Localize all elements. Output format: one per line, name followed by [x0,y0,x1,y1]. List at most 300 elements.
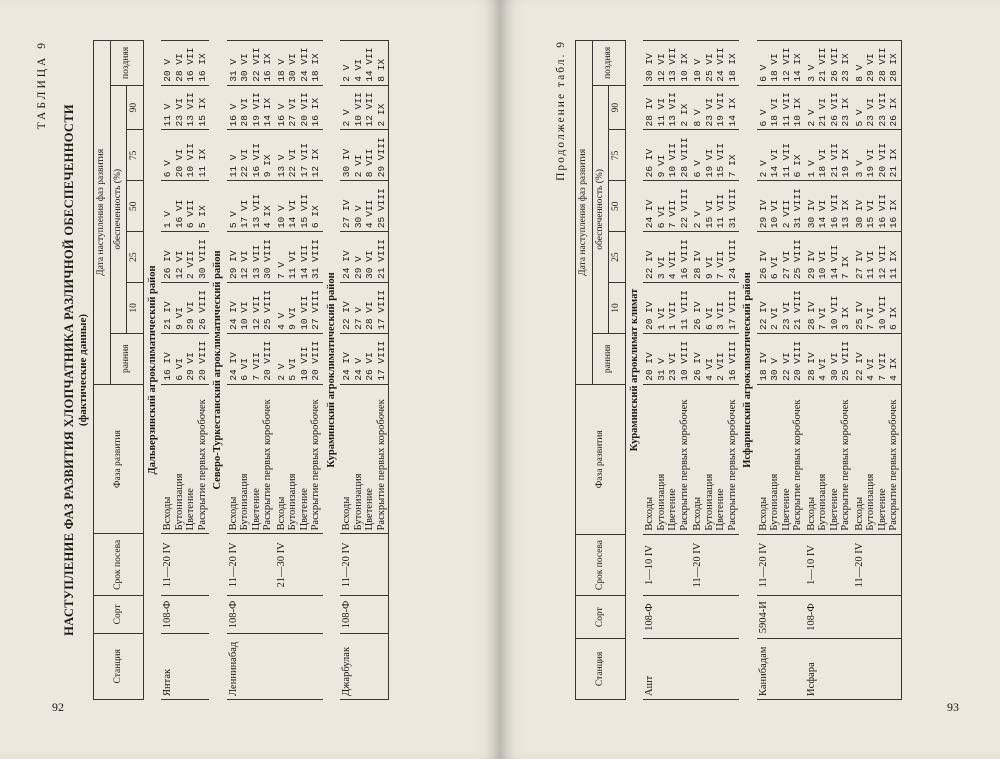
date-value: 26 IV [644,148,655,178]
date-value: 10 VII [667,143,678,178]
date-value: 14 VII [298,244,310,279]
date-value: 11 VII [780,92,792,127]
date-value: 17 VIII [375,340,387,381]
date-value: 28 VIII [678,137,690,178]
date-cell [805,283,853,334]
date-value: 7 IX [726,154,738,178]
date-value: 13 VII [667,92,678,127]
date-value: 29 IV [805,250,817,280]
date-value: 16 VII [250,143,262,178]
date-value: 10 V [692,58,703,82]
date-value: 23 IX [840,97,851,127]
sowing-cell: 11—20 IV [853,534,902,596]
header-col-10: 10 [127,282,144,333]
date-value: 16 VII [876,193,888,229]
date-value: 6 IX [310,205,321,229]
date-value: 22 VI [287,148,298,178]
date-cell [805,41,853,86]
date-value: 21 IV [162,301,173,330]
date-value: 25 VI [703,53,715,82]
phase-name: Всходы [757,496,769,531]
table-row [643,41,691,700]
section-row [739,41,757,700]
date-value: 18 VI [769,53,780,82]
date-value: 7 VI [865,307,876,330]
date-value: 20 VII [298,92,310,127]
date-value: 23 VII [876,92,888,127]
date-value: 28 VI [173,53,185,82]
date-value: 24 IV [227,352,239,381]
date-value: 13 V [275,154,287,178]
date-cell [227,232,275,283]
date-value: 7 VII [715,250,726,280]
date-value: 24 VII [298,47,310,82]
date-value: 12 IX [310,148,321,178]
date-cell [643,283,691,334]
date-value: 6 VI [173,357,185,381]
phase-cell [757,384,805,534]
phase-name: Бутонизация [287,473,298,531]
date-value: 30 VI [828,352,840,381]
phase-name: Всходы [341,496,352,531]
date-value: 3 V [805,64,817,82]
phase-name: Цветение [250,488,262,531]
date-value: 28 IX [888,53,899,82]
date-value: 12 VI [239,250,250,279]
date-value: 30 VI [364,250,375,279]
date-value: 6 V [757,109,769,127]
header-variety: Сорт [94,596,144,633]
date-value: 16 V [227,103,239,127]
date-cell [227,85,275,130]
date-value: 10 VII [298,346,310,381]
variety-cell: 5904-И [757,596,805,638]
date-value: 4 VI [865,358,876,381]
date-value: 24 IV [644,199,655,229]
table-subtitle: (фактические данные) [77,313,89,427]
date-value: 4 IX [888,358,899,381]
date-value: 10 VII [185,143,196,178]
date-value: 24 IV [227,301,239,330]
date-value: 27 IV [853,250,865,280]
date-value: 21 VII [817,47,828,82]
date-cell [161,181,209,232]
station-cell: Леннинабад [227,633,275,699]
header-col-25: 25 [127,232,144,283]
date-value: 3 V [853,160,865,178]
header-station: Станция [576,638,626,699]
header-sowing: Срок посева [94,534,144,596]
date-value: 17 VIII [726,290,738,330]
phase-name: Всходы [227,496,239,531]
date-value: 31 V [655,358,667,381]
table-row [340,41,389,700]
date-value: 7 VI [817,307,828,330]
date-value: 23 VI [780,301,792,330]
date-cell [227,282,275,333]
date-value: 9 VI [173,307,185,330]
date-value: 10 VII [298,295,310,330]
table-row [853,41,902,700]
date-value: 23 VI [667,352,678,381]
left-rotated-table [36,40,500,700]
date-value: 15 IX [196,97,208,127]
phase-table-continued [575,40,902,700]
header-col-10: 10 [609,283,626,334]
date-value: 28 VI [364,301,375,330]
sowing-cell: 1—10 IV [643,534,691,596]
phase-name: Раскрытие первых коробочек [888,399,899,531]
date-value: 10 VII [352,92,364,127]
date-value: 10 VI [817,250,828,280]
date-cell [643,130,691,181]
date-value: 7 VII [667,199,678,229]
variety-cell: 108-Ф [340,596,389,633]
date-value: 18 IV [757,352,769,381]
date-value: 15 VII [715,143,726,178]
header-col-50: 50 [609,181,626,232]
date-value: 2 IX [678,103,690,127]
phase-cell [340,384,389,534]
sowing-cell: 11—20 IV [757,534,805,596]
right-rotated-table [555,40,995,700]
variety-cell [691,596,739,638]
date-value: 21 IX [888,148,899,178]
date-cell [340,85,389,130]
sowing-cell: 11—20 IV [691,534,739,596]
date-cell [340,181,389,232]
date-value: 8 VII [364,148,375,178]
date-cell [275,85,323,130]
table-title: НАСТУПЛЕНИЕ ФАЗ РАЗВИТИЯ ХЛОПЧАТНИКА РАЗЛИЧНОЙ ОБЕСПЕЧЕННОСТИ [62,104,76,636]
date-value: 5 V [853,109,865,127]
date-value: 4 VI [817,358,828,381]
date-cell [805,232,853,283]
date-value: 26 VII [828,47,840,82]
date-cell [643,41,691,86]
date-value: 23 VI [865,97,876,127]
date-cell [757,232,805,283]
date-cell [853,181,902,232]
date-value: 11 V [162,103,173,127]
date-value: 24 VII [715,47,726,82]
page-number: 92 [52,700,64,714]
date-value: 12 VII [780,47,792,82]
phase-name: Раскрытие первых коробочек [196,399,208,531]
date-value: 5 VI [287,357,298,381]
date-value: 27 VIII [310,289,321,330]
date-value: 26 IV [162,250,173,279]
date-cell [161,333,209,384]
table-row [757,41,805,700]
phase-name: Бутонизация [817,473,828,531]
phase-name: Бутонизация [769,473,780,531]
date-cell [643,85,691,130]
variety-cell: 108-Ф [805,596,853,638]
header-late: поздняя [592,41,625,86]
phase-name: Цветение [298,488,310,531]
date-value: 6 VI [769,256,780,280]
date-value: 26 VII [828,92,840,127]
date-value: 9 VI [655,154,667,178]
header-col-90: 90 [609,85,626,130]
date-value: 2 VII [780,199,792,229]
date-value: 18 VI [769,97,780,127]
date-value: 28 VII [876,47,888,82]
date-cell [691,333,739,384]
date-value: 26 VIII [196,289,208,330]
date-value: 2 V [275,363,287,381]
date-value: 29 VI [185,352,196,381]
phase-name: Цветение [715,488,726,531]
date-value: 2 V [805,109,817,127]
header-variety: Сорт [576,596,626,638]
phase-name: Раскрытие первых коробочек [262,399,273,531]
date-value: 16 IV [162,352,173,381]
date-value: 29 V [352,256,364,279]
right-page [500,0,1000,759]
date-value: 16 VII [185,47,196,82]
phase-name: Раскрытие первых коробочек [375,399,387,531]
date-cell [340,41,389,86]
phase-cell [227,384,275,534]
date-value: 12 VII [250,295,262,330]
date-value: 10 VII [876,295,888,330]
date-value: 22 VI [780,352,792,381]
date-value: 22 IV [644,250,655,280]
date-value: 25 VIII [262,289,273,330]
phase-name: Всходы [853,496,865,531]
date-value: 14 VI [817,199,828,229]
table-row [691,41,739,700]
date-value: 22 IV [853,352,865,381]
date-value: 9 VI [287,307,298,330]
phase-table [93,40,389,700]
date-cell [161,232,209,283]
date-value: 25 VIII [792,239,803,280]
header-probability: обеспеченность (%) [110,85,127,333]
table-row [227,41,275,700]
date-value: 7 VII [876,352,888,381]
date-cell [275,130,323,181]
date-value: 6 V [757,64,769,82]
date-cell [853,333,902,384]
date-value: 9 VI [703,256,715,280]
station-cell: Канибадам [757,638,805,699]
date-value: 6 VI [655,205,667,229]
date-value: 26 VI [364,352,375,381]
header-date-group: Дата наступления фаз развития [576,41,593,385]
date-cell [340,333,389,384]
date-value: 24 VIII [726,239,738,280]
date-value: 20 VIII [262,340,273,381]
date-value: 19 VII [250,92,262,127]
date-value: 16 VI [173,199,185,229]
date-value: 24 V [352,357,364,381]
phase-name: Всходы [805,496,817,531]
date-value: 14 VI [769,148,780,178]
date-value: 21 VI [817,97,828,127]
date-cell [643,181,691,232]
date-value: 21 VIII [375,239,387,279]
date-value: 4 VII [667,250,678,280]
date-cell [275,232,323,283]
date-value: 6 IX [792,154,803,178]
phase-name: Всходы [275,496,287,531]
date-value: 16 IX [310,97,321,127]
date-value: 24 IV [341,352,352,381]
date-value: 26 IX [888,97,899,127]
phase-cell [161,384,209,534]
date-cell [340,232,389,283]
date-cell [853,130,902,181]
date-value: 11 V [227,154,239,178]
date-cell [643,232,691,283]
section-title: Кураминский агроклиматический район [325,272,337,468]
phase-cell [691,384,739,534]
date-value: 29 IV [757,199,769,229]
date-value: 4 IX [262,205,273,229]
date-value: 18 IX [310,53,321,82]
date-value: 28 IV [644,97,655,127]
section-row [323,41,341,700]
date-value: 14 VII [364,47,375,82]
header-early: ранния [110,333,143,384]
date-value: 11 VI [865,250,876,280]
date-value: 27 VI [287,97,298,127]
date-cell [161,130,209,181]
table-row [161,41,209,700]
date-cell [227,181,275,232]
date-value: 11 IX [888,250,899,280]
date-value: 13 VII [185,92,196,127]
date-value: 27 IV [341,199,352,229]
date-cell [757,85,805,130]
date-value: 16 IX [888,199,899,229]
date-value: 4 VI [703,358,715,381]
station-cell: Ашт [643,638,691,699]
date-value: 20 VII [876,143,888,178]
date-value: 18 IX [726,53,738,82]
date-cell [805,85,853,130]
date-value: 22 VIII [678,188,690,229]
phase-name: Раскрытие первых коробочек [310,399,321,531]
phase-cell [853,384,902,534]
phase-name: Бутонизация [239,473,250,531]
header-col-25: 25 [609,232,626,283]
date-value: 6 V [162,160,173,178]
date-cell [853,232,902,283]
date-value: 29 VI [865,53,876,82]
date-value: 4 VII [364,199,375,229]
station-cell [853,638,902,699]
date-value: 2 IX [375,103,387,127]
date-value: 16 VII [828,193,840,229]
date-value: 31 VIII [310,239,321,279]
date-value: 3 IX [840,307,851,330]
date-value: 12 VII [876,244,888,280]
date-value: 26 IV [692,301,703,330]
header-date-group: Дата наступления фаз развития [94,41,111,385]
date-cell [643,333,691,384]
date-cell [275,282,323,333]
phase-cell [805,384,853,534]
date-value: 12 VI [173,250,185,279]
date-value: 6 V [692,160,703,178]
date-value: 15 VII [298,193,310,229]
phase-cell [275,384,323,534]
date-value: 25 VIII [840,340,851,381]
date-value: 30 V [352,205,364,229]
phase-name: Цветение [828,488,840,531]
date-value: 2 V [757,160,769,178]
date-value: 25 IV [853,301,865,330]
sowing-cell: 11—20 IV [161,534,209,596]
date-value: 21 VII [828,143,840,178]
date-cell [691,283,739,334]
station-cell: Исфара [805,638,853,699]
date-value: 8 V [692,109,703,127]
date-cell [805,181,853,232]
date-cell [227,333,275,384]
date-value: 20 V [162,58,173,82]
date-value: 2 VI [352,154,364,178]
sowing-cell: 11—20 IV [227,534,275,596]
variety-cell: 108-Ф [161,596,209,633]
phase-name: Всходы [162,496,173,531]
date-value: 1 V [162,211,173,229]
date-value: 19 VII [715,92,726,127]
date-value: 22 VII [250,47,262,82]
phase-name: Раскрытие первых коробочек [792,399,803,531]
date-value: 28 IV [692,250,703,280]
date-value: 3 VI [655,256,667,280]
date-value: 11 VI [655,97,667,127]
date-value: 7 V [275,261,287,279]
date-value: 7 IX [840,256,851,280]
date-value: 27 V [352,307,364,330]
date-value: 6 VI [239,357,250,381]
date-value: 29 VI [185,301,196,330]
date-value: 30 V [769,358,780,381]
date-cell [691,181,739,232]
date-cell [805,130,853,181]
date-value: 2 VII [715,352,726,381]
station-cell [275,633,323,699]
date-value: 14 IX [726,97,738,127]
variety-cell [853,596,902,638]
date-value: 11 VII [780,143,792,178]
date-value: 30 VIII [262,239,273,279]
date-value: 1 V [805,160,817,178]
date-value: 2 V [341,109,352,127]
date-value: 14 IX [792,53,803,82]
header-probability: обеспеченность (%) [592,85,609,333]
date-value: 4 VI [352,58,364,82]
sowing-cell: 11—20 IV [340,534,389,596]
header-col-75: 75 [127,130,144,181]
date-value: 1 VII [667,301,678,330]
date-cell [853,283,902,334]
date-value: 16 VIII [678,239,690,280]
date-value: 2 VI [769,307,780,330]
date-value: 22 IV [341,301,352,330]
date-cell [853,41,902,86]
date-value: 20 IV [644,301,655,330]
phase-name: Бутонизация [655,473,667,531]
date-value: 19 IX [840,148,851,178]
phase-name: Цветение [876,488,888,531]
